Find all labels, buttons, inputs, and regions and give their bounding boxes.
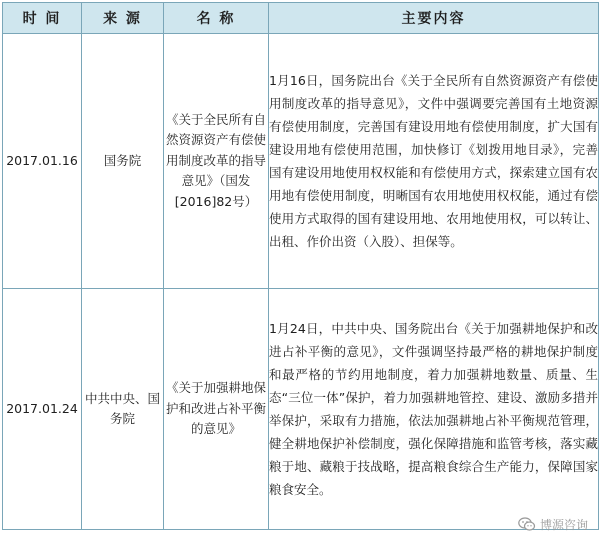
header-source: 来 源 <box>82 3 164 34</box>
row-source: 国务院 <box>82 34 164 289</box>
header-row <box>3 3 599 34</box>
header-name: 名 称 <box>164 3 269 34</box>
row-content: 1月24日，中共中央、国务院出台《关于加强耕地保护和改进占补平衡的意见》，文件强调坚持最严格的耕地保护制度和最严格的节约用地制度，着力加强耕地数量、质量、生态“三位一体”保护，着力加强耕地管控、建设、激励多措并举保护，采取有力措施，依法加强耕地占补平衡规范管理，健全耕地保护补偿制度，强化保障措施和监管考核，落实藏粮于地、藏粮于技战略，提高粮食综合生产能力，保障国家粮食安全。 <box>269 289 599 530</box>
watermark <box>518 516 588 533</box>
row-time: 2017.01.24 <box>3 289 82 530</box>
header-time: 时 间 <box>3 3 82 34</box>
wechat-icon <box>518 517 536 532</box>
table-row <box>3 34 599 289</box>
row-time: 2017.01.16 <box>3 34 82 289</box>
policy-table <box>2 2 599 530</box>
row-document-name: 《关于加强耕地保护和改进占补平衡的意见》 <box>164 289 269 530</box>
watermark-text: 博源咨询 <box>539 518 588 532</box>
table-row <box>3 289 599 530</box>
row-content: 1月16日，国务院出台《关于全民所有自然资源资产有偿使用制度改革的指导意见》，文件中强调要完善国有土地资源有偿使用制度，完善国有建设用地有偿使用制度，扩大国有建设用地有偿使用范围，加快修订《划拨用地目录》，完善国有建设用地使用权权能和有偿使用方式，探索建立国有农用地有偿使用制度，明晰国有农用地使用权权能，通过有偿使用方式取得的国有建设用地、农用地使用权，可以转让、出租、作价出资（入股）、担保等。 <box>269 34 599 289</box>
header-content: 主要内容 <box>269 3 599 34</box>
row-source: 中共中央、国务院 <box>82 289 164 530</box>
row-document-name: 《关于全民所有自然资源资产有偿使用制度改革的指导意见》（国发[2016]82号） <box>164 34 269 289</box>
